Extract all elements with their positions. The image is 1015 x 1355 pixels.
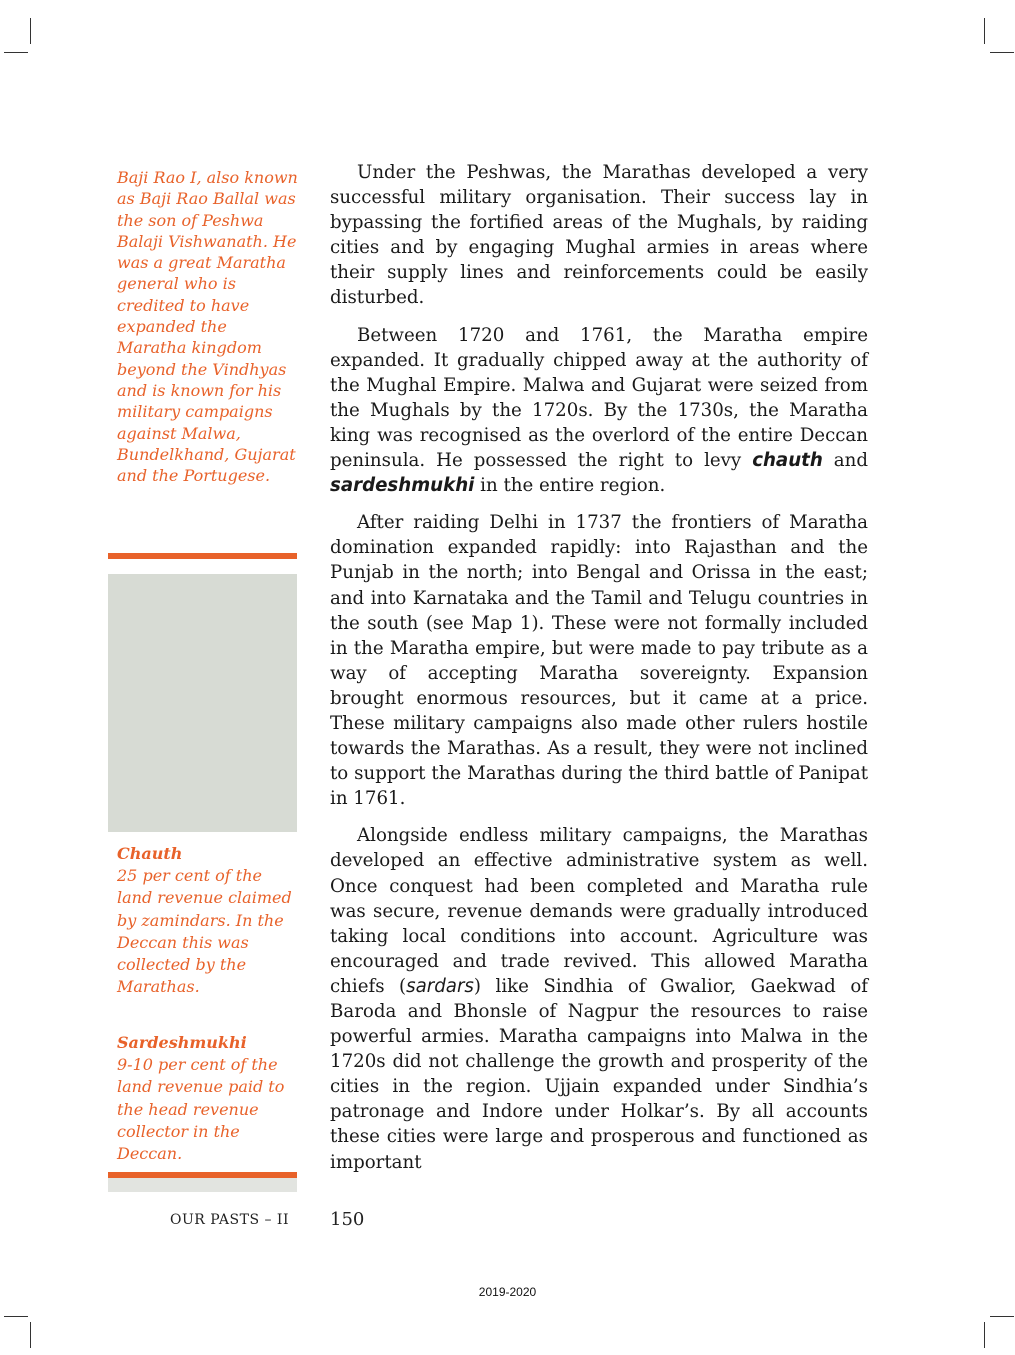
- paragraph: Between 1720 and 1761, the Maratha empire expanded. It gradually chipped away at the authority of the Mughal Empire. Malwa and Gujarat were seized from the Mughals by the 1720s. By the 1730s, the Maratha king was recognised as the overlord of the entire Deccan peninsula. He possessed the right to levy chauth and sardeshmukhi in the entire region.: [330, 324, 868, 497]
- glossary-entry-sardeshmukhi: [117, 1032, 299, 1165]
- paragraph: Alongside endless military campaigns, the Marathas developed an effective administrative system as well. Once conquest had been completed and Maratha rule was secure, revenue demands were gradually introduced taking local conditions into account. Agriculture was encouraged and trade revived. This allowed Maratha chiefs (sardars) like Sindhia of Gwalior, Gaekwad of Baroda and Bhonsle of Nagpur the resources to raise powerful armies. Maratha campaigns into Malwa in the 1720s did not challenge the growth and prosperity of the cities in the region. Ujjain expanded under Sindhia’s patronage and Indore under Holkar’s. By all accounts these cities were large and prosperous and functioned as important: [330, 825, 869, 1173]
- image-placeholder: [108, 574, 297, 832]
- paragraph: Under the Peshwas, the Marathas developed a very successful military organisation. Their success lay in bypassing the fortified areas of the Mughals, by raiding cities and by engaging Mughal armies in areas where their supply lines and reinforcements could be easily disturbed.: [330, 162, 868, 309]
- edition-year: 2019-2020: [478, 1285, 537, 1299]
- crop-mark: [990, 1316, 1014, 1317]
- keyword-sardeshmukhi: sardeshmukhi: [330, 475, 475, 497]
- crop-mark: [30, 1322, 31, 1348]
- page-number: 150: [330, 1209, 365, 1230]
- glossary-definition: 25 per cent of the land revenue claimed by zamindars. In the Deccan this was collected by the Marathas.: [117, 866, 292, 997]
- crop-mark: [990, 52, 1014, 53]
- grey-strip: [108, 1178, 297, 1192]
- keyword-chauth: chauth: [752, 450, 823, 472]
- glossary-term: Sardeshmukhi: [117, 1033, 247, 1052]
- crop-mark: [30, 18, 31, 44]
- crop-mark: [984, 1322, 985, 1348]
- glossary-entry-chauth: [117, 843, 299, 998]
- glossary-term: Chauth: [117, 844, 183, 863]
- orange-divider: [108, 553, 297, 559]
- crop-mark: [984, 18, 985, 44]
- crop-mark: [4, 1316, 28, 1317]
- italic-term-sardars: sardars: [406, 975, 474, 997]
- paragraph: After raiding Delhi in 1737 the frontiers of Maratha domination expanded rapidly: into Rajasthan and the Punjab in the north; into Bengal and Orissa in the east; and into Karnataka and the Tamil and Telugu countries in the south (see Map 1). These were not formally included in the Maratha empire, but were made to pay tribute as a way of accepting Maratha sovereignty. Expansion brought enormous resources, but it came at a price. These military campaigns also made other rulers hostile towards the Marathas. As a result, they were not inclined to support the Marathas during the third battle of Panipat in 1761.: [330, 512, 868, 810]
- glossary-definition: 9-10 per cent of the land revenue paid to the head revenue collector in the Deccan.: [117, 1055, 285, 1164]
- crop-mark: [4, 52, 28, 53]
- sidebar-note: Baji Rao I, also known as Baji Rao Ballal was the son of Peshwa Balaji Vishwanath. He was a great Maratha general who is credited to have expanded the Maratha kingdom beyond the Vindhyas and is known for his military campaigns against Malwa, Bundelkhand, Gujarat and the Portugese.: [117, 168, 298, 486]
- book-title: OUR PASTS – II: [170, 1212, 289, 1228]
- main-text-column: [330, 160, 868, 1187]
